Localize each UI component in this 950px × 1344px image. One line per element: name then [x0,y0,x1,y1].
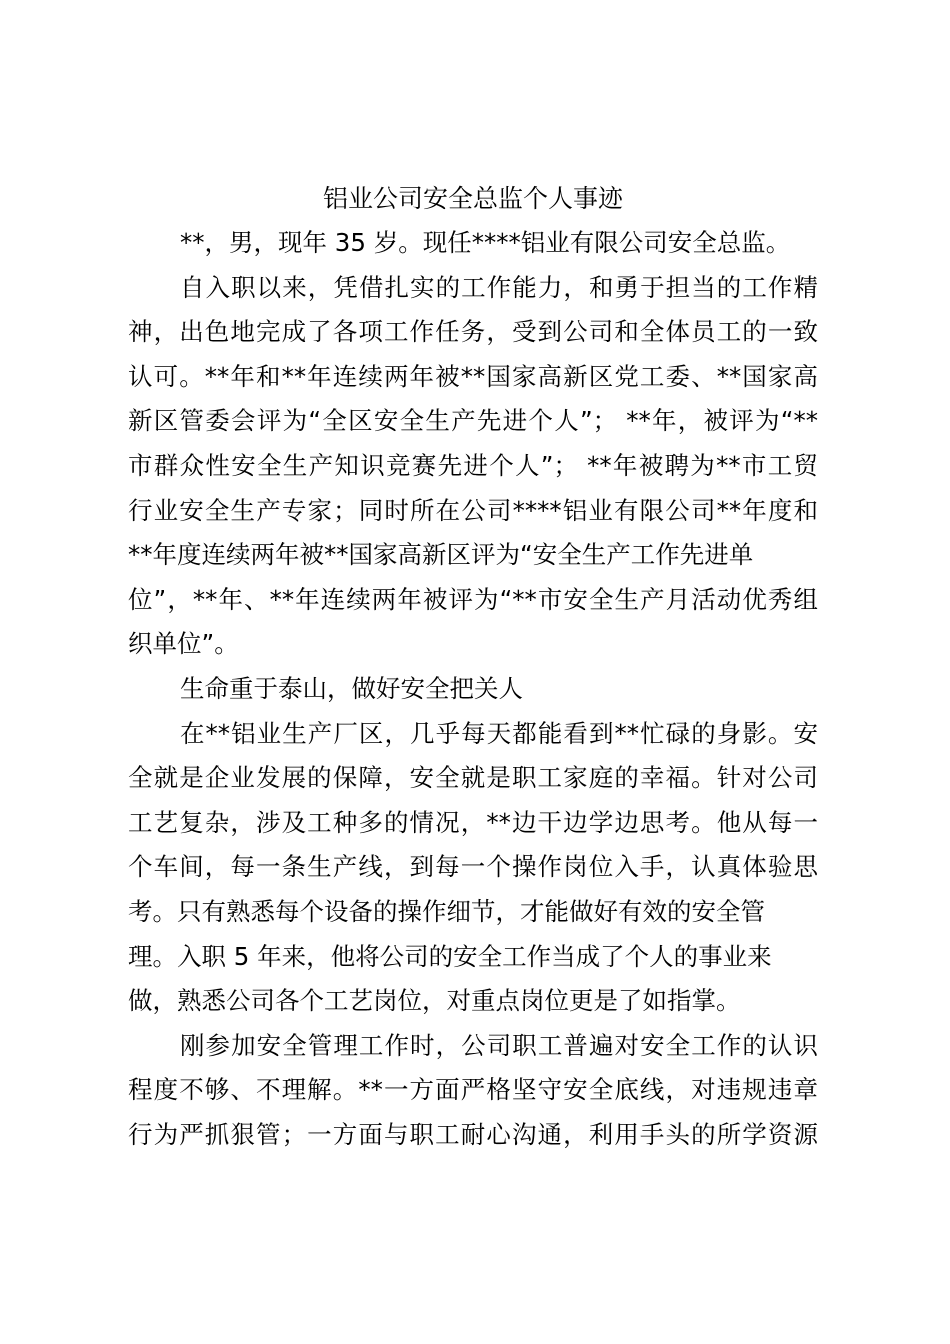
text-line: 做，熟悉公司各个工艺岗位，对重点岗位更是了如指掌。 [128,986,741,1016]
text-line: 在**铝业生产厂区，几乎每天都能看到**忙碌的身影。安 [180,718,818,748]
text-line: 行业安全生产专家；同时所在公司****铝业有限公司**年度和 [128,495,818,525]
paragraph [128,266,818,667]
text-line: 新区管委会评为“全区安全生产先进个人”； **年，被评为“** [128,406,818,436]
text-line: 自入职以来，凭借扎实的工作能力，和勇于担当的工作精 [180,272,818,302]
text-line: 考。只有熟悉每个设备的操作细节，才能做好有效的安全管 [128,896,765,926]
paragraph [128,667,818,712]
text-line: 理。入职 5 年来，他将公司的安全工作当成了个人的事业来 [128,941,772,971]
text-line: 位”，**年、**年连续两年被评为“**市安全生产月活动优秀组 [128,584,818,614]
paragraph [128,1024,818,1158]
text-line: 生命重于泰山，做好安全把关人 [180,673,523,703]
paragraph [128,712,818,1024]
text-line: 织单位”。 [128,629,239,659]
document-title: 铝业公司安全总监个人事迹 [322,184,623,213]
text-line: 程度不够、不理解。**一方面严格坚守安全底线，对违规违章 [128,1075,818,1105]
text-line: **年度连续两年被**国家高新区评为“安全生产工作先进单 [128,540,754,570]
paragraph [128,221,818,266]
text-line: 认可。**年和**年连续两年被**国家高新区党工委、**国家高 [128,361,818,391]
text-line: 全就是企业发展的保障，安全就是职工家庭的幸福。针对公司 [128,763,818,793]
text-line: 刚参加安全管理工作时，公司职工普遍对安全工作的认识 [180,1030,818,1060]
text-line: 工艺复杂，涉及工种多的情况，**边干边学边思考。他从每一 [128,807,818,837]
text-line: **，男，现年 35 岁。现任****铝业有限公司安全总监。 [180,228,791,257]
text-line: 个车间，每一条生产线，到每一个操作岗位入手，认真体验思 [128,852,818,882]
text-line: 神，出色地完成了各项工作任务，受到公司和全体员工的一致 [128,317,818,347]
text-line: 市群众性安全生产知识竞赛先进个人”； **年被聘为**市工贸 [128,450,818,480]
document-page [128,177,818,1157]
text-line: 行为严抓狠管；一方面与职工耐心沟通，利用手头的所学资源 [128,1119,818,1149]
